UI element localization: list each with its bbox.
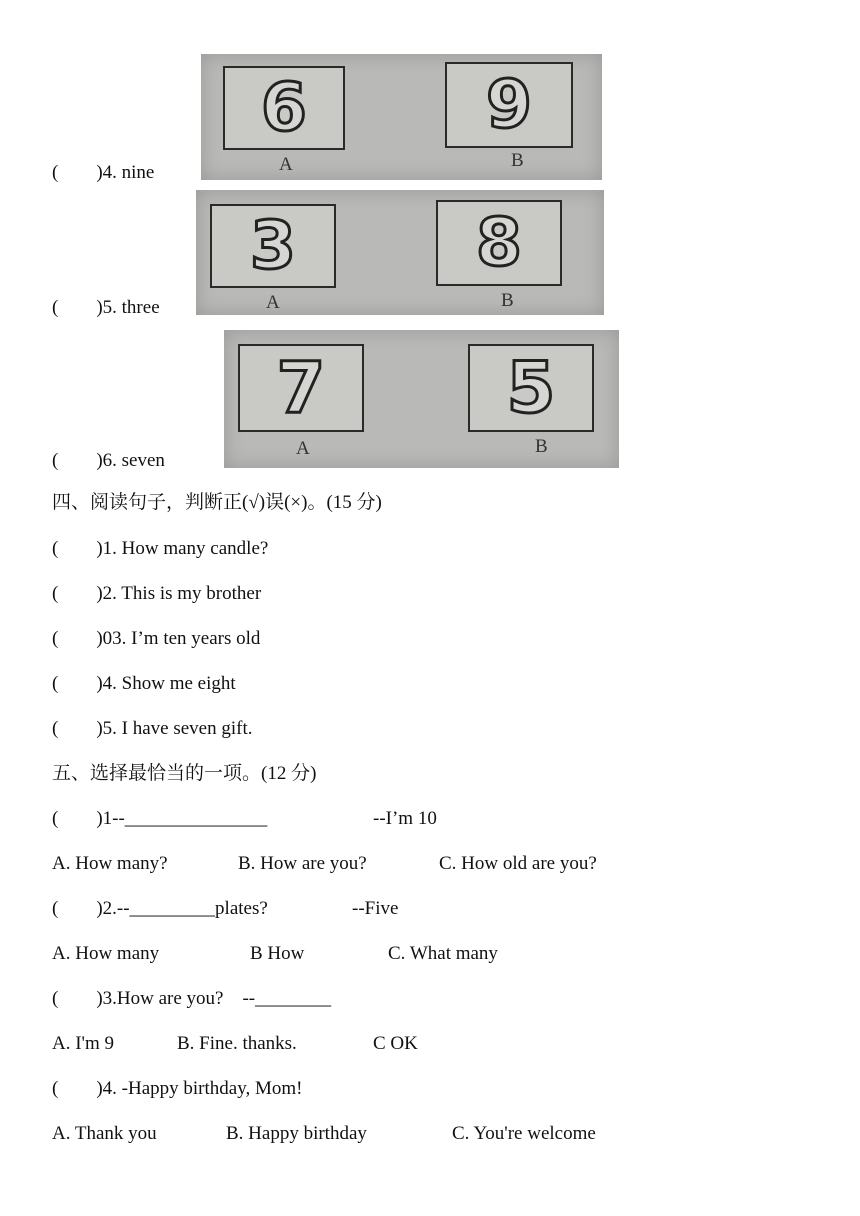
card-label: B	[501, 290, 514, 311]
question-answer: --Five	[352, 898, 399, 919]
card-label: B	[511, 150, 524, 171]
card-label: A	[266, 292, 280, 313]
list-item: ( )1. How many candle?	[52, 538, 269, 559]
question-line: ( )4. nine	[52, 162, 155, 183]
option-a: A. How many?	[52, 853, 168, 874]
option-b: B How	[250, 943, 305, 964]
card-digit: 9	[486, 66, 532, 143]
card-digit: 6	[261, 69, 307, 146]
card-a	[238, 344, 364, 432]
option-b: B. How are you?	[238, 853, 367, 874]
number-cards-photo	[201, 54, 602, 180]
question-stem: ( )2.--_________plates?	[52, 898, 268, 919]
option-a: A. I'm 9	[52, 1033, 115, 1054]
number-cards-photo	[196, 190, 604, 315]
card-digit: 3	[250, 207, 296, 284]
list-item: ( )5. I have seven gift.	[52, 718, 253, 739]
option-c: C. What many	[388, 943, 498, 964]
question-stem: ( )4. -Happy birthday, Mom!	[52, 1078, 303, 1099]
card-label: A	[279, 154, 293, 175]
number-cards-photo	[224, 330, 619, 468]
card-digit: 5	[506, 347, 556, 429]
option-a: A. How many	[52, 943, 160, 964]
question-answer: --I’m 10	[373, 808, 437, 829]
question-stem: ( )1--_______________	[52, 808, 268, 829]
option-c: C. You're welcome	[452, 1123, 596, 1144]
list-item: ( )2. This is my brother	[52, 583, 262, 604]
option-a: A. Thank you	[52, 1123, 157, 1144]
card-label: B	[535, 436, 548, 457]
section4-heading: 四、阅读句子，判断正(√)误(×)。(15 分)	[52, 492, 382, 513]
list-item: ( )4. Show me eight	[52, 673, 236, 694]
card-label: A	[296, 438, 310, 459]
question-line: ( )6. seven	[52, 450, 165, 471]
option-b: B. Happy birthday	[226, 1123, 367, 1144]
question-stem: ( )3.How are you? --________	[52, 988, 332, 1009]
card-a	[223, 66, 345, 150]
question-line: ( )5. three	[52, 297, 160, 318]
list-item: ( )03. I’m ten years old	[52, 628, 261, 649]
section5-heading: 五、选择最恰当的一项。(12 分)	[52, 763, 317, 784]
card-b	[468, 344, 594, 432]
option-c: C. How old are you?	[439, 853, 597, 874]
card-b	[445, 62, 573, 148]
card-digit: 7	[276, 347, 326, 429]
option-b: B. Fine. thanks.	[177, 1033, 297, 1054]
card-b	[436, 200, 562, 286]
option-c: C OK	[373, 1033, 418, 1054]
card-a	[210, 204, 336, 288]
card-digit: 8	[476, 204, 522, 281]
